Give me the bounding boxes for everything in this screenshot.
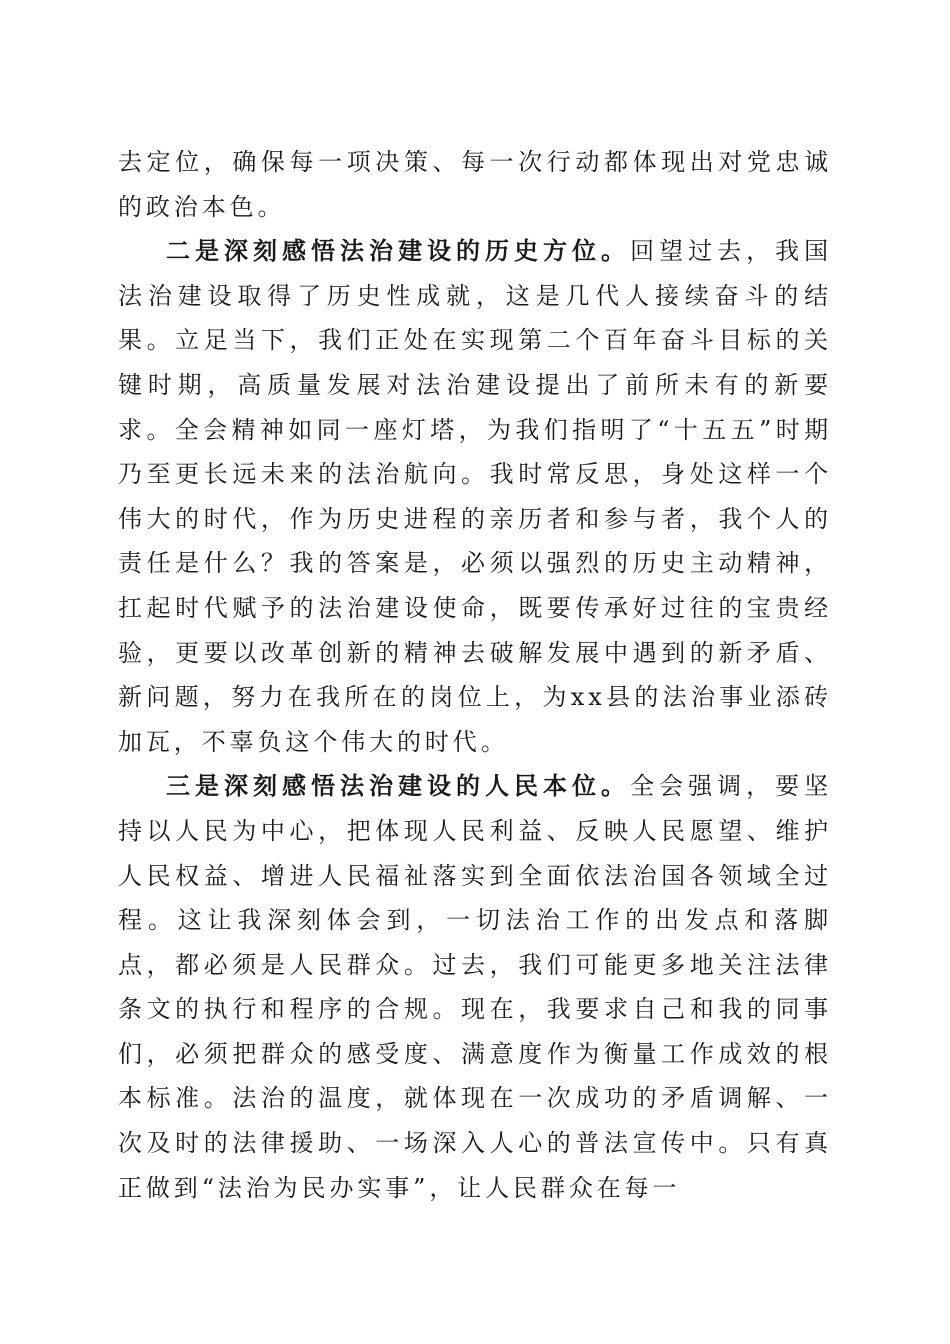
paragraph-heading: 二是深刻感悟法治建设的历史方位。: [166, 236, 631, 266]
paragraph-text: 回望过去，我国法治建设取得了历史性成就，这是几代人接续奋斗的结果。立足当下，我们正处在实现第二个百年奋斗目标的关键时期，高质量发展对法治建设提出了前所未有的新要求。全会精神如同一座灯塔，为我们指明了“十五五”时期乃至更长远未来的法治航向。我时常反思，身处这样一个伟大的时代，作为历史进程的亲历者和参与者，我个人的责任是什么？我的答案是，必须以强烈的历史主动精神，扛起时代赋予的法治建设使命，既要传承好过往的宝贵经验，更要以改革创新的精神去破解发展中遇到的新矛盾、新问题，努力在我所在的岗位上，为xx县的法治事业添砖加瓦，不辜负这个伟大的时代。: [118, 237, 832, 756]
paragraph-text: 去定位，确保每一项决策、每一次行动都体现出对党忠诚的政治本色。: [118, 148, 832, 221]
paragraph-continuation: [118, 140, 832, 229]
paragraph-people-centered: [118, 764, 832, 1210]
document-body: [118, 140, 832, 1210]
paragraph-heading: 三是深刻感悟法治建设的人民本位。: [166, 771, 631, 801]
paragraph-text: 全会强调，要坚持以人民为中心，把体现人民利益、反映人民愿望、维护人民权益、增进人民福祉落实到全面依法治国各领域全过程。这让我深刻体会到，一切法治工作的出发点和落脚点，都必须是人民群众。过去，我们可能更多地关注法律条文的执行和程序的合规。现在，我要求自己和我的同事们，必须把群众的感受度、满意度作为衡量工作成效的根本标准。法治的温度，就体现在一次成功的矛盾调解、一次及时的法律援助、一场深入人心的普法宣传中。只有真正做到“法治为民办实事”，让人民群众在每一: [118, 772, 832, 1202]
paragraph-historical-position: [118, 229, 832, 764]
